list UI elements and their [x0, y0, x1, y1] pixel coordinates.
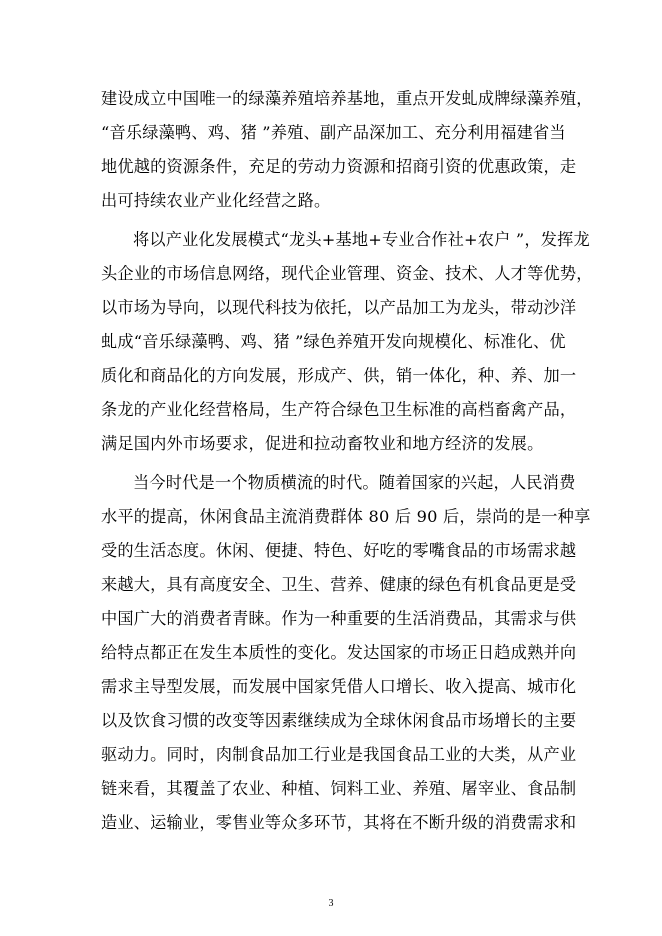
paragraph-3-line-7: 需求主导型发展，而发展中国家凭借人口增长、收入提高、城市化 — [101, 677, 577, 696]
paragraph-3-line-9: 驱动力。同时，肉制食品加工行业是我国食品工业的大类，从产业 — [101, 745, 577, 764]
page-number: 3 — [328, 898, 334, 909]
paragraph-2-line-1: 将以产业化发展模式“龙头+基地+专业合作社+农户 ”，发挥龙 — [133, 230, 590, 249]
paragraph-2-line-3: 以市场为导向，以现代科技为依托，以产品加工为龙头，带动沙洋 — [101, 298, 577, 317]
paragraph-2-line-7: 满足国内外市场要求，促进和拉动畜牧业和地方经济的发展。 — [101, 434, 544, 453]
paragraph-2-line-2: 头企业的市场信息网络，现代企业管理、资金、技术、人才等优势， — [101, 264, 593, 283]
paragraph-1-line-4: 出可持续农业产业化经营之路。 — [101, 191, 331, 210]
paragraph-3-line-3: 受的生活态度。休闲、便捷、特色、好吃的零嘴食品的市场需求越 — [101, 541, 577, 560]
paragraph-2-line-4: 虬成“音乐绿藻鸭、鸡、猪 ”绿色养殖开发向规模化、标准化、优 — [101, 332, 566, 351]
paragraph-1-line-2: “音乐绿藻鸭、鸡、猪 ”养殖、副产品深加工、充分利用福建省当 — [101, 123, 566, 142]
paragraph-3-line-5: 中国广大的消费者青睐。作为一种重要的生活消费品，其需求与供 — [101, 609, 577, 628]
paragraph-3-line-2: 水平的提高，休闲食品主流消费群体 80 后 90 后，崇尚的是一种享 — [101, 507, 591, 526]
paragraph-3-line-10: 链来看，其覆盖了农业、种植、饲料工业、养殖、屠宰业、食品制 — [101, 779, 577, 798]
paragraph-1-line-3: 地优越的资源条件，充足的劳动力资源和招商引资的优惠政策，走 — [101, 157, 577, 176]
paragraph-2-line-5: 质化和商品化的方向发展，形成产、供，销一体化，种、养、加一 — [101, 366, 577, 385]
paragraph-2-line-6: 条龙的产业化经营格局，生产符合绿色卫生标准的高档畜禽产品， — [101, 400, 577, 419]
paragraph-3-line-6: 给特点都正在发生本质性的变化。发达国家的市场正日趋成熟并向 — [101, 643, 577, 662]
paragraph-3-line-11: 造业、运输业，零售业等众多环节，其将在不断升级的消费需求和 — [101, 813, 577, 832]
paragraph-3-line-8: 以及饮食习惯的改变等因素继续成为全球休闲食品市场增长的主要 — [101, 711, 577, 730]
paragraph-3-line-1: 当今时代是一个物质横流的时代。随着国家的兴起，人民消费 — [133, 473, 576, 492]
paragraph-3-line-4: 来越大，具有高度安全、卫生、营养、健康的绿色有机食品更是受 — [101, 575, 577, 594]
paragraph-1-line-1: 建设成立中国唯一的绿藻养殖培养基地，重点开发虬成牌绿藻养殖， — [101, 89, 593, 108]
